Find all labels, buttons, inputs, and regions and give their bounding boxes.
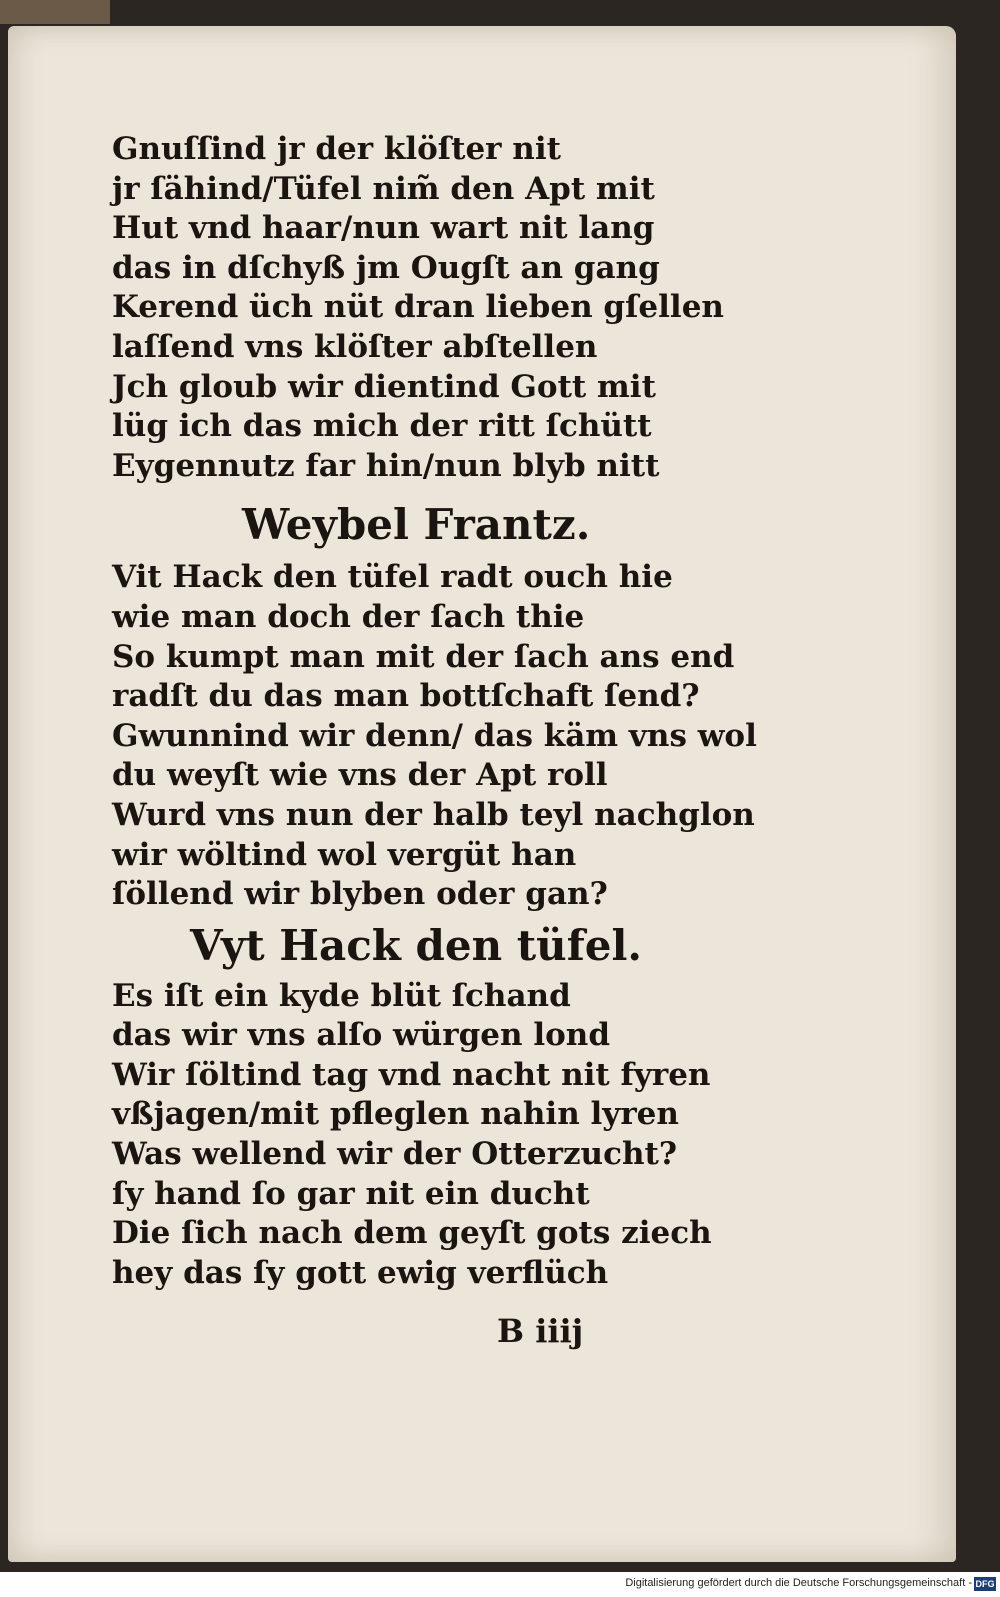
verse-line: Gnuſſind jr der klöſter nit xyxy=(112,131,561,167)
verse-line: laſſend vns klöſter abſtellen xyxy=(112,328,598,365)
verse-line: wie man doch der ſach thie xyxy=(112,598,585,635)
verse-line: das in dſchyß jm Ougſt an gang xyxy=(112,249,660,286)
binding-edge xyxy=(0,0,110,24)
verse-line: Vit Hack den tüfel radt ouch hie xyxy=(112,559,673,596)
verse-line: jr ſähind/Tüfel nim̃ den Apt mit xyxy=(112,170,655,207)
speaker-heading: Weybel Frantz. xyxy=(242,500,591,550)
verse-line: vßjagen/mit pfleglen nahin lyren xyxy=(112,1096,679,1133)
verse-line: Die ſich nach dem geyſt gots ziech xyxy=(112,1215,712,1252)
verse-line: So kumpt man mit der ſach ans end xyxy=(112,638,735,675)
verse-line: du weyſt wie vns der Apt roll xyxy=(112,757,608,794)
verse-line: wir wöltind wol vergüt han xyxy=(112,836,577,873)
footer-credit: Digitalisierung gefördert durch die Deutsche Forschungsgemeinschaft - xyxy=(625,1577,972,1589)
verse-line: radſt du das man bottſchaft ſend? xyxy=(112,678,700,715)
verse-line: ſy hand ſo gar nit ein ducht xyxy=(112,1175,590,1212)
verse-line: ſöllend wir blyben oder gan? xyxy=(112,876,608,913)
verse-line: Wir ſöltind tag vnd nacht nit fyren xyxy=(112,1056,711,1093)
poem-text xyxy=(112,130,757,1293)
footer-bar xyxy=(0,1572,1000,1597)
speaker-heading: Vyt Hack den tüfel. xyxy=(190,920,643,970)
verse-line: Was wellend wir der Otterzucht? xyxy=(112,1136,677,1173)
verse-line: Kerend üch nüt dran lieben gſellen xyxy=(112,289,724,326)
verse-line: Es iſt ein kyde blüt ſchand xyxy=(112,977,571,1014)
verse-line: lüg ich das mich der ritt ſchütt xyxy=(112,408,652,445)
verse-line: Wurd vns nun der halb teyl nachglon xyxy=(112,796,755,833)
signature-mark: B iiij xyxy=(497,1312,584,1350)
verse-line: Gwunnind wir denn/ das käm vns wol xyxy=(112,717,757,754)
verse-line: hey das ſy gott ewig verflüch xyxy=(112,1254,609,1291)
verse-line: Jch gloub wir dientind Gott mit xyxy=(112,368,656,405)
verse-line: das wir vns alſo würgen lond xyxy=(112,1017,611,1054)
verse-line: Hut vnd haar/nun wart nit lang xyxy=(112,210,655,247)
dfg-logo-icon: DFG xyxy=(975,1579,995,1589)
verse-line: Eygennutz far hin/nun blyb nitt xyxy=(112,447,660,484)
